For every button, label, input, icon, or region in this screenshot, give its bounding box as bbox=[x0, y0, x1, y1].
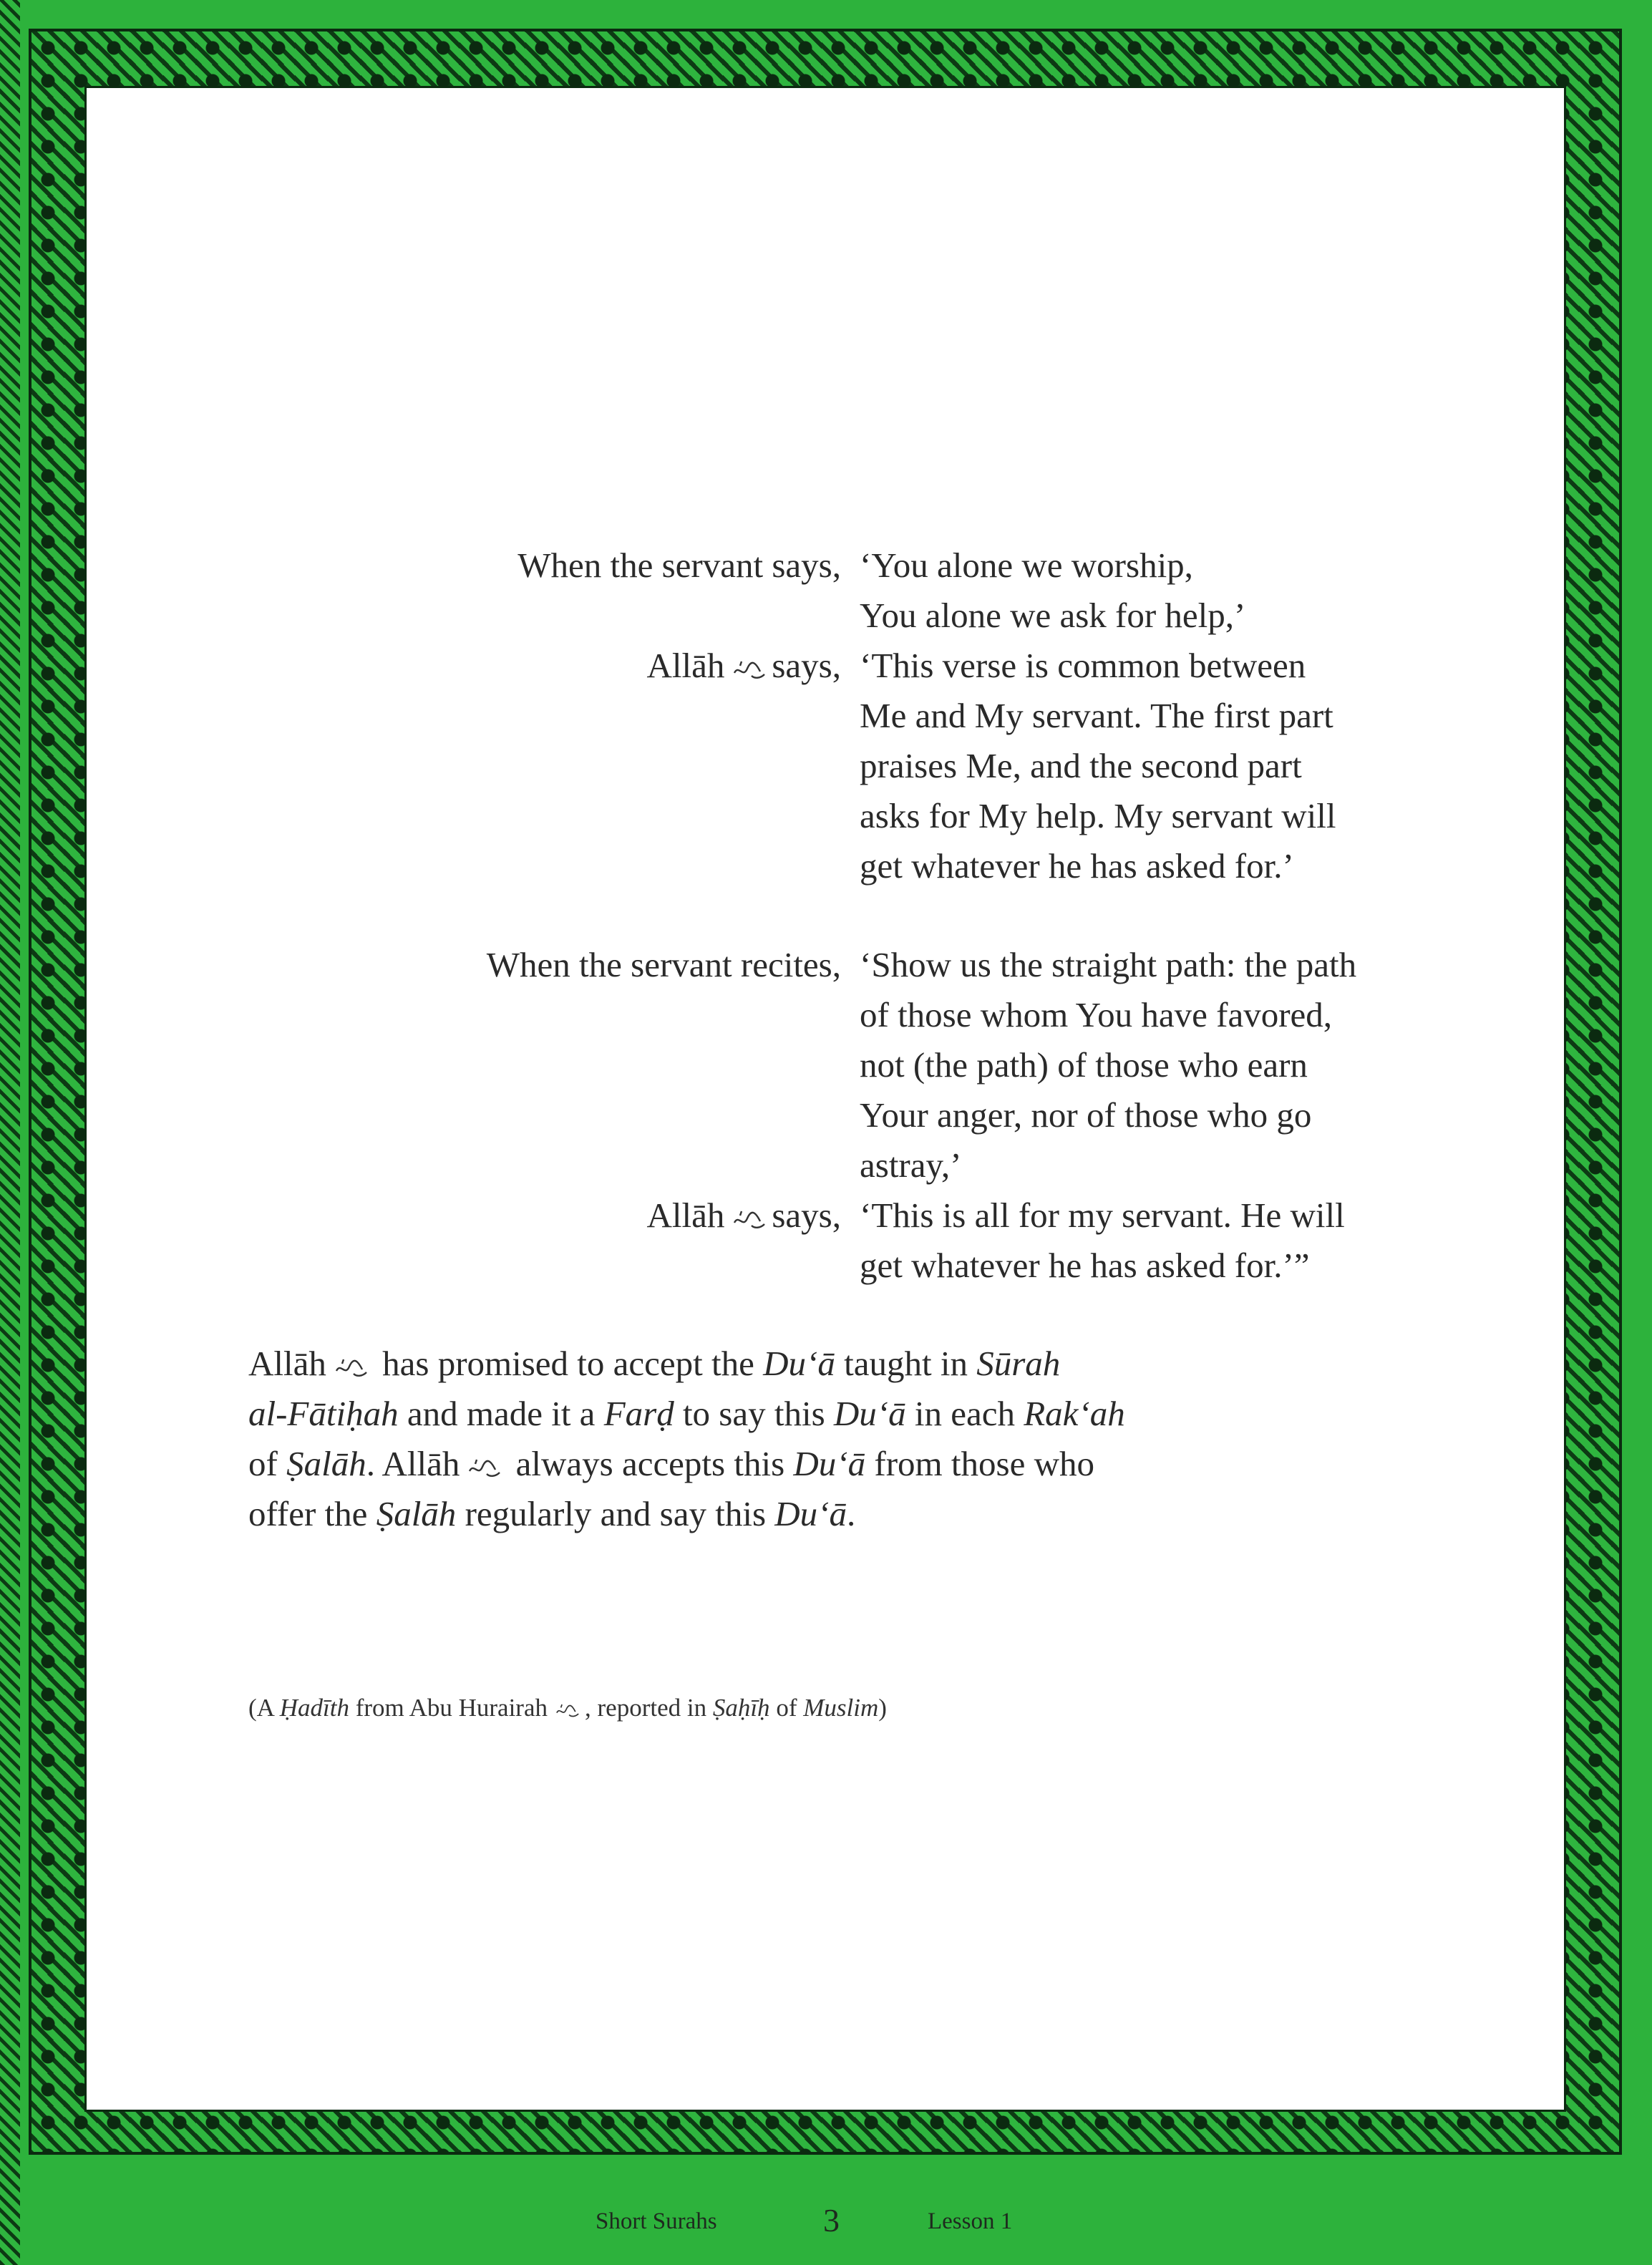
speaker-label: When the servant says, bbox=[518, 545, 841, 585]
speech-text: ‘This verse is common between Me and My servant. The first part praises Me, and the second part asks for My help. My servant will get whatever he has asked for.’ bbox=[860, 646, 1336, 886]
text-span: in each bbox=[905, 1394, 1024, 1433]
text-span: ) bbox=[878, 1694, 887, 1722]
arabic-honorific-icon bbox=[732, 1207, 767, 1231]
text-span: , reported in bbox=[585, 1694, 713, 1722]
paragraph-line bbox=[248, 1389, 1465, 1439]
arabic-honorific-icon bbox=[334, 1355, 369, 1379]
italic-term: Ṣalāh bbox=[286, 1444, 366, 1483]
italic-term: Ḥadīth bbox=[279, 1694, 349, 1722]
speaker-label: When the servant recites, bbox=[486, 945, 841, 984]
text-span: taught in bbox=[835, 1344, 977, 1383]
speech-text: ‘You alone we worship, You alone we ask for help,’ bbox=[860, 545, 1246, 635]
italic-term: Farḍ bbox=[603, 1394, 674, 1433]
text-span: of bbox=[769, 1694, 804, 1722]
text-span: . bbox=[847, 1494, 856, 1533]
hadith-citation bbox=[248, 1694, 887, 1722]
paragraph-line bbox=[248, 1489, 1465, 1539]
text-span: of bbox=[248, 1444, 287, 1483]
arabic-honorific-icon bbox=[555, 1701, 580, 1720]
book-title: Short Surahs bbox=[596, 2208, 717, 2234]
speech-text: ‘Show us the straight path: the path of those whom You have favored, not (the path) of those who earn Your anger, nor of those who go astray,’ bbox=[860, 945, 1357, 1185]
italic-term: Du‘ā bbox=[763, 1344, 835, 1383]
text-span: (A bbox=[248, 1694, 280, 1722]
text-span: regularly and say this bbox=[456, 1494, 775, 1533]
text-span: from Abu Hurairah bbox=[349, 1694, 548, 1722]
speaker-verb: says, bbox=[772, 646, 841, 685]
text-span: Allāh bbox=[248, 1344, 326, 1383]
italic-term: Du‘ā bbox=[774, 1494, 847, 1533]
text-span: to say this bbox=[674, 1394, 834, 1433]
italic-term: Sūrah bbox=[976, 1344, 1061, 1383]
arabic-honorific-icon bbox=[467, 1455, 502, 1480]
speaker-name: Allāh bbox=[646, 646, 725, 685]
text-span: offer the bbox=[248, 1494, 376, 1533]
speaker-label bbox=[268, 641, 841, 691]
italic-term: Ṣaḥīḥ bbox=[712, 1694, 770, 1722]
speech-text: ‘This is all for my servant. He will get whatever he has asked for.’” bbox=[860, 1195, 1345, 1285]
paragraph-line bbox=[248, 1339, 1465, 1389]
speaker-name: Allāh bbox=[646, 1195, 725, 1235]
explanation-paragraph bbox=[248, 1339, 1465, 1539]
text-span: and made it a bbox=[398, 1394, 604, 1433]
arabic-honorific-icon bbox=[732, 657, 767, 682]
text-span: . Allāh bbox=[366, 1444, 460, 1483]
lesson-label: Lesson 1 bbox=[928, 2208, 1013, 2234]
page-footer bbox=[0, 2202, 1652, 2251]
page-panel bbox=[84, 86, 1566, 2112]
italic-term: Ṣalāh bbox=[376, 1494, 457, 1533]
text-span: always accepts this bbox=[507, 1444, 794, 1483]
italic-term: Du‘ā bbox=[833, 1394, 906, 1433]
italic-term: Muslim bbox=[803, 1694, 879, 1722]
speaker-verb: says, bbox=[772, 1195, 841, 1235]
left-ornament-strip bbox=[0, 0, 20, 2265]
text-span: from those who bbox=[865, 1444, 1094, 1483]
speaker-label bbox=[268, 1190, 841, 1241]
italic-term: Du‘ā bbox=[793, 1444, 866, 1483]
text-span: has promised to accept the bbox=[373, 1344, 764, 1383]
page-number: 3 bbox=[823, 2202, 840, 2239]
italic-term: al-Fātiḥah bbox=[248, 1394, 399, 1433]
paragraph-line bbox=[248, 1439, 1465, 1489]
italic-term: Rak‘ah bbox=[1024, 1394, 1125, 1433]
